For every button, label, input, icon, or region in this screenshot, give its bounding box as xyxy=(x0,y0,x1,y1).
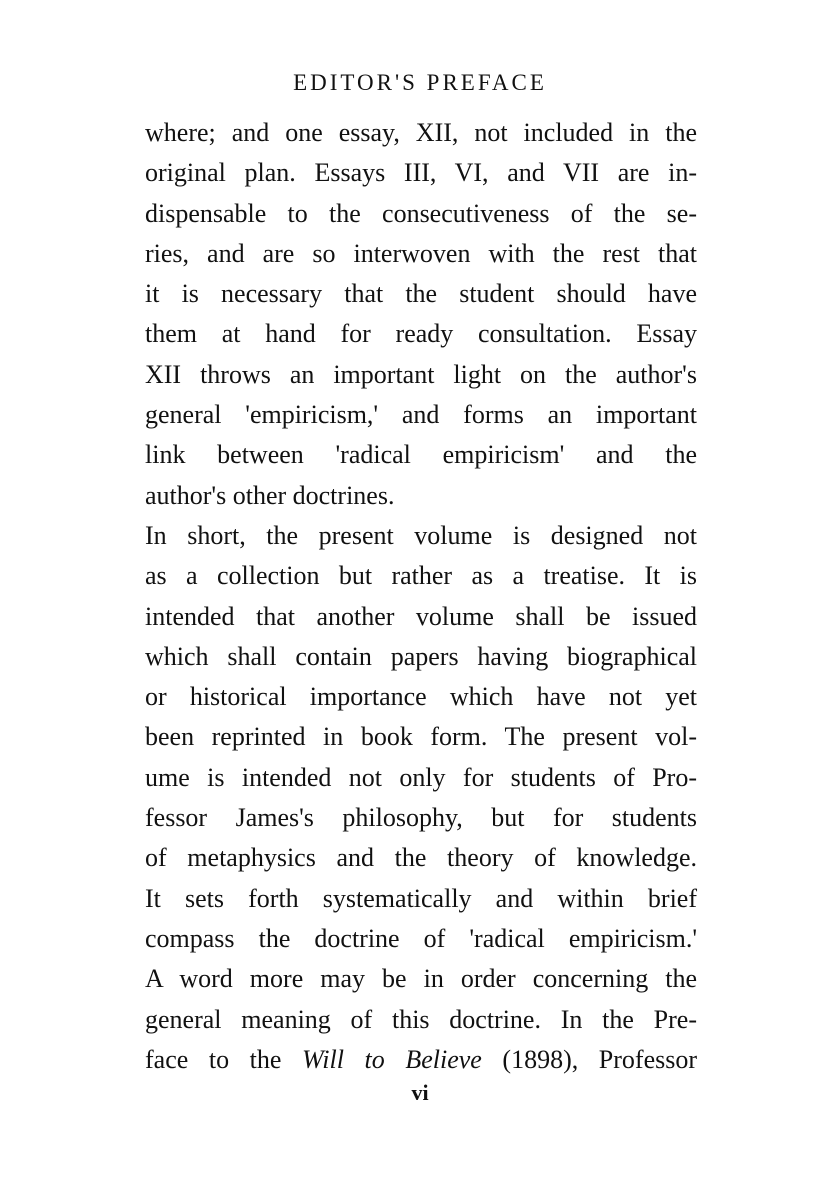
text-line-with-title xyxy=(145,1040,697,1080)
text-line: intended that another volume shall be issued xyxy=(145,601,697,631)
text-line: XII throws an important light on the author's xyxy=(145,359,697,389)
page-number: vi xyxy=(411,1080,429,1105)
body-text xyxy=(145,113,697,1080)
text-line: as a collection but rather as a treatise. It is xyxy=(145,561,697,591)
book-title: Will to Believe xyxy=(302,1044,482,1074)
text-line: compass the doctrine of 'radical empiricism.' xyxy=(145,923,697,953)
paragraph-first-line: A word more may be in order concerning the xyxy=(145,964,697,994)
paragraph-first-line: In short, the present volume is designed not xyxy=(145,520,697,550)
text-line: them at hand for ready consultation. Essay xyxy=(145,319,697,349)
text-line: original plan. Essays III, VI, and VII are in- xyxy=(145,158,697,188)
text-line: which shall contain papers having biographical xyxy=(145,641,697,671)
text-line: dispensable to the consecutiveness of the se- xyxy=(145,198,697,228)
running-head: EDITOR'S PREFACE xyxy=(293,70,547,95)
text-fragment: (1898), Professor xyxy=(502,1044,698,1074)
text-line: fessor James's philosophy, but for students xyxy=(145,803,697,833)
text-line: ume is intended not only for students of Pro- xyxy=(145,762,697,792)
text-line: of metaphysics and the theory of knowledge. xyxy=(145,843,697,873)
text-line: general 'empiricism,' and forms an important xyxy=(145,400,697,430)
text-line: author's other doctrines. xyxy=(145,480,395,510)
text-fragment: face to the xyxy=(145,1044,282,1074)
text-line: been reprinted in book form. The present vol- xyxy=(145,722,697,752)
text-line: it is necessary that the student should have xyxy=(145,279,697,309)
text-line: It sets forth systematically and within brief xyxy=(145,883,697,913)
text-line: ries, and are so interwoven with the rest that xyxy=(145,238,697,268)
text-line: where; and one essay, XII, not included in the xyxy=(145,118,697,147)
text-line: link between 'radical empiricism' and the xyxy=(145,440,697,470)
text-line: general meaning of this doctrine. In the Pre- xyxy=(145,1004,697,1034)
text-line: or historical importance which have not yet xyxy=(145,682,697,712)
